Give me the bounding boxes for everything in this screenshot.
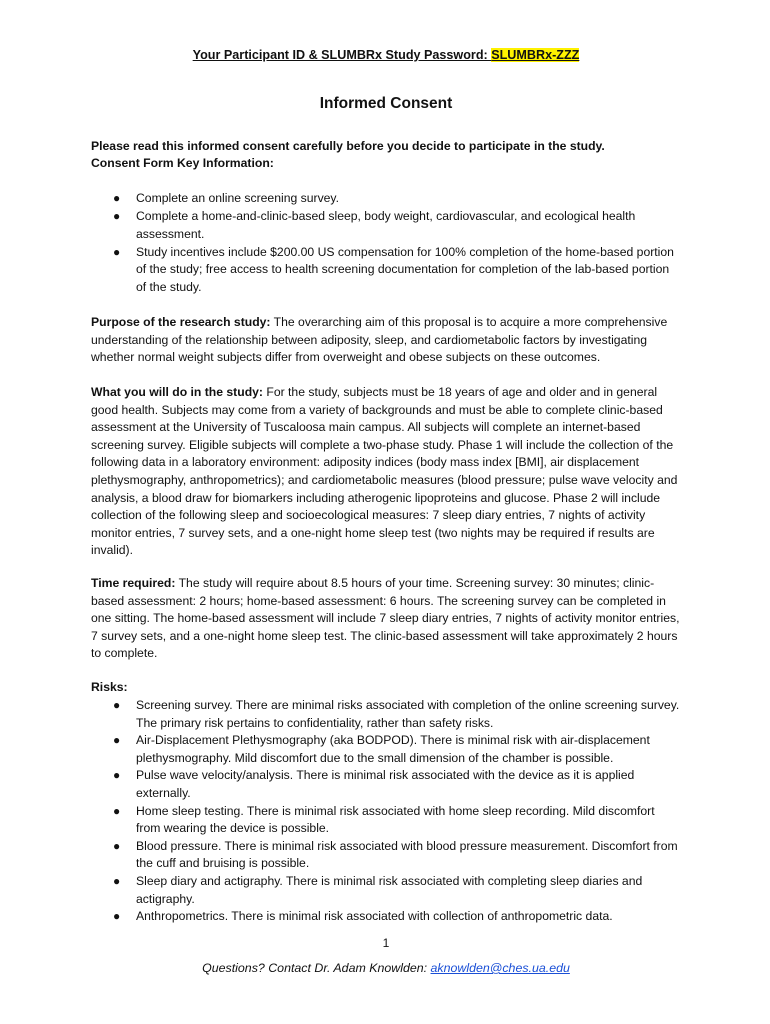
risk-text: Pulse wave velocity/analysis. There is minimal risk associated with the device as it is applied externally. — [136, 768, 635, 800]
list-item — [91, 803, 681, 838]
bullet-icon: ● — [113, 838, 121, 853]
time-required-text: The study will require about 8.5 hours of your time. Screening survey: 30 minutes; clinic-based assessment: 2 hours; home-based assessment: 6 hours. The screening survey can be completed in one sitting. The home-based assessment will include 7 sleep diary entries, 7 nights of activity monitor entries, 7 survey sets, and a one-night home sleep test. The clinic-based assessment will take approximately 2 hours to complete. — [91, 576, 680, 661]
risk-text: Blood pressure. There is minimal risk associated with blood pressure measurement. Discomfort from the cuff and bruising is possible. — [136, 838, 678, 871]
bullet-icon: ● — [113, 244, 121, 259]
bullet-icon: ● — [113, 803, 121, 818]
list-item — [91, 208, 681, 243]
key-info-text: Study incentives include $200.00 US compensation for 100% completion of the home-based portion of the study; free access to health screening documentation for completion of the lab-based portion of the study. — [136, 244, 674, 294]
page-title: Informed Consent — [319, 95, 453, 112]
list-item — [91, 190, 681, 208]
what-you-do-text: For the study, subjects must be 18 years of age and older and in general good health. Subjects may come from a variety of backgrounds and must be able to complete clinic-based assessment at the University of Tuscaloosa main campus. All subjects will complete an internet-based screening survey. Eligible subjects will complete a two-phase study. Phase 1 will include the collection of the following data in a laboratory environment: adiposity indices (body mass index [BMI], air displacement plethysmography, anthropometrics); and cardiometabolic measures (blood pressure; pulse wave velocity and analysis, a blood draw for biomarkers including atherogenic lipoproteins and glucose. Phase 2 will include collection of the following sleep and socioecological measures: 7 sleep diary entries, 7 nights of activity monitor entries, 7 survey sets, and a one-night home sleep test (two nights may be required if results are invalid). — [91, 385, 678, 558]
purpose-text: The overarching aim of this proposal is to acquire a more comprehensive understanding of the relationship between adiposity, sleep, and cardiometabolic factors by investigating whether normal weight subjects differ from overweight and obese subjects on these outcomes. — [91, 315, 668, 365]
key-info-heading: Consent Form Key Information: — [91, 156, 274, 170]
bullet-icon: ● — [113, 698, 121, 712]
what-you-do-paragraph — [91, 384, 681, 560]
intro-instruction: Please read this informed consent carefully before you decide to participate in the study. — [91, 139, 605, 153]
time-required-paragraph — [91, 575, 681, 663]
risk-text: Screening survey. There are minimal risks associated with completion of the online screening survey. The primary risk pertains to confidentiality, rather than safety risks. — [136, 698, 680, 730]
participant-label: Your Participant ID & SLUMBRx Study Password: — [192, 48, 492, 62]
list-item — [91, 697, 681, 732]
risk-text: Anthropometrics. There is minimal risk associated with collection of anthropometric data. — [136, 909, 613, 924]
risk-text: Home sleep testing. There is minimal risk associated with home sleep recording. Mild discomfort from wearing the device is possible. — [136, 803, 655, 836]
what-you-do-label: What you will do in the study: — [91, 385, 263, 399]
list-item — [91, 244, 681, 297]
risk-text: Sleep diary and actigraphy. There is minimal risk associated with completing sleep diaries and actigraphy. — [136, 873, 643, 906]
participant-header — [91, 47, 681, 65]
footer-text: Questions? Contact Dr. Adam Knowlden: — [202, 961, 431, 975]
key-info-text: Complete an online screening survey. — [136, 191, 340, 205]
bullet-icon: ● — [113, 873, 121, 888]
page-number: 1 — [382, 936, 390, 950]
purpose-label: Purpose of the research study: — [91, 315, 271, 329]
list-item — [91, 838, 681, 873]
bullet-icon: ● — [113, 909, 121, 924]
risk-text: Air-Displacement Plethysmography (aka BODPOD). There is minimal risk with air-displacement plethysmography. Mild discomfort due to the small dimension of the chamber is possible. — [136, 733, 650, 765]
time-required-label: Time required: — [91, 576, 176, 590]
intro-block — [91, 138, 681, 172]
bullet-icon: ● — [113, 191, 121, 205]
purpose-paragraph — [91, 314, 681, 367]
key-info-text: Complete a home-and-clinic-based sleep, body weight, cardiovascular, and ecological health assessment. — [136, 209, 636, 241]
key-info-list — [91, 190, 681, 297]
list-item — [91, 767, 681, 802]
list-item — [91, 873, 681, 908]
contact-email-link[interactable]: aknowlden@ches.ua.edu — [430, 961, 570, 975]
risks-list — [91, 697, 681, 926]
list-item — [91, 908, 681, 926]
footer-contact — [91, 960, 681, 978]
risks-heading: Risks: — [91, 680, 128, 694]
bullet-icon: ● — [113, 209, 121, 224]
bullet-icon: ● — [113, 733, 121, 748]
study-password: SLUMBRx-ZZZ — [491, 48, 580, 62]
bullet-icon: ● — [113, 768, 121, 783]
list-item — [91, 732, 681, 767]
